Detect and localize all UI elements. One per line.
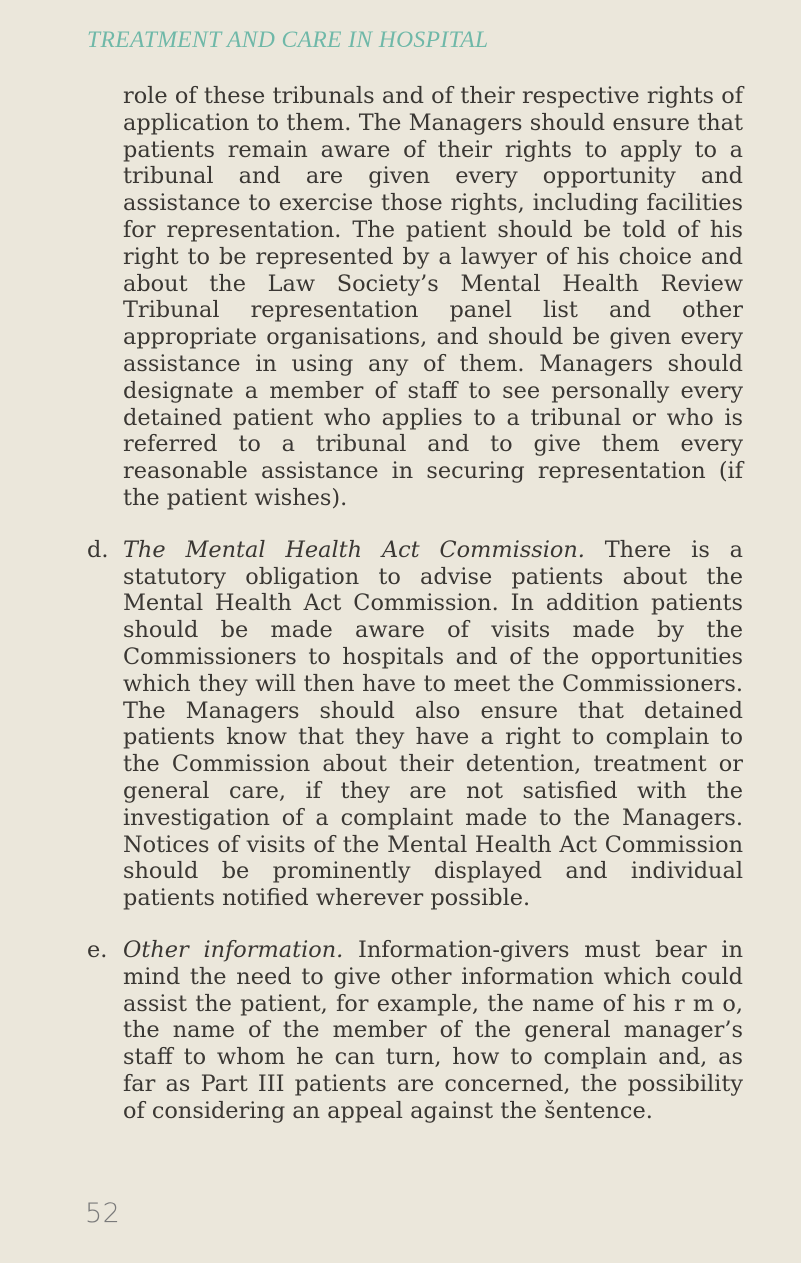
paragraph-e-heading: Other information. [123,936,344,963]
paragraph-e [0,937,743,1125]
paragraph-e-text: Information-givers must bear in mind the need to give other information which could assist the patient, for example, the name of his r m o, the name of the member of the general manager’s staff to whom he can turn, how to complain and, as far as Part III patients are concerned, the possibility of considering an appeal against the šentence. [123,936,743,1124]
body-text [0,83,801,1124]
paragraph-d [0,537,743,912]
list-marker-e: e. [87,936,108,963]
paragraph-d-heading: The Mental Health Act Commission. [123,536,585,563]
paragraph-continued-text: role of these tribunals and of their respective rights of application to them. The Managers should ensure that patients remain aware of their rights to apply to a tribunal and are given every opportunity and assistance to exercise those rights, including facilities for representation. The patient should be told of his right to be represented by a lawyer of his choice and about the Law Society’s Mental Health Review Tribunal representation panel list and other appropriate organisations, and should be given every assistance in using any of them. Managers should designate a member of staff to see personally every detained patient who applies to a tribunal or who is referred to a tribunal and to give them every reasonable assistance in securing representation (if the patient wishes). [123,83,743,511]
paragraph-continued [0,83,743,512]
paragraph-d-text: There is a statutory obligation to advise patients about the Mental Health Act Commission. In addition patients should be made aware of visits made by the Commissioners to hospitals and of the opportunities which they will then have to meet the Commissioners. The Managers should also ensure that detained patients know that they have a right to complain to the Commission about their detention, treatment or general care, if they are not satisfied with the investigation of a complaint made to the Managers. Notices of visits of the Mental Health Act Commission should be prominently displayed and individual patients notified wherever possible. [123,536,743,912]
page-number: 52 [85,1198,121,1229]
running-head: TREATMENT AND CARE IN HOSPITAL [87,27,489,53]
list-marker-d: d. [87,536,109,563]
